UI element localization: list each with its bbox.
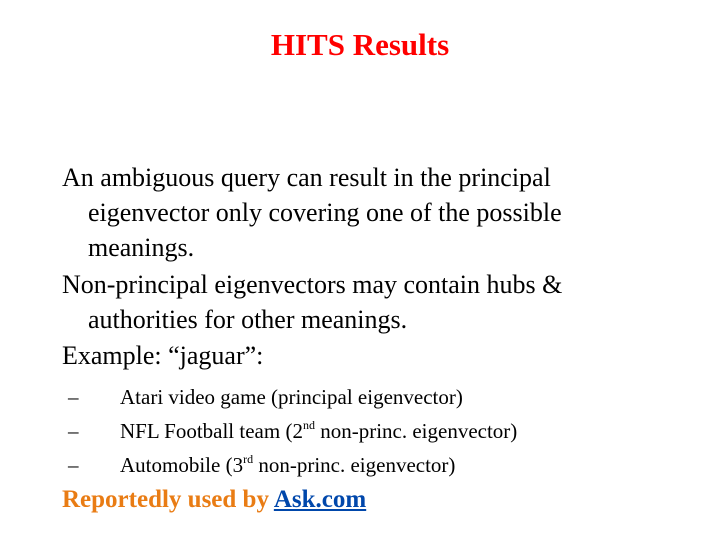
paragraph-line: eigenvector only covering one of the possible xyxy=(88,198,562,227)
paragraph-line: Non-principal eigenvectors may contain hubs & xyxy=(62,270,563,299)
paragraph-line: authorities for other meanings. xyxy=(88,305,408,334)
slide-title: HITS Results xyxy=(270,27,450,62)
ask-com-link[interactable]: Ask.com xyxy=(273,486,367,513)
sub-bullet xyxy=(68,453,455,478)
bullet-dash: – xyxy=(68,419,79,443)
bullet-dash: – xyxy=(68,385,79,409)
ordinal-suffix: nd xyxy=(302,418,315,432)
footer-note xyxy=(62,486,366,514)
sub-bullet-text: Atari video game (principal eigenvector) xyxy=(120,385,463,409)
bullet-dash: – xyxy=(68,453,79,477)
sub-bullet xyxy=(68,385,463,410)
sub-bullet-text: Automobile (3 xyxy=(120,453,244,477)
sub-bullet xyxy=(68,419,517,444)
sub-bullet-text: NFL Football team (2 xyxy=(120,419,303,443)
sub-bullet-text: non-princ. eigenvector) xyxy=(314,419,518,443)
footer-text: Reportedly used by xyxy=(62,486,274,513)
sub-bullet-text: non-princ. eigenvector) xyxy=(253,453,456,477)
paragraph-line: Example: “jaguar”: xyxy=(62,341,264,370)
paragraph-line: meanings. xyxy=(88,233,195,262)
paragraph-line: An ambiguous query can result in the principal xyxy=(62,163,551,192)
ordinal-suffix: rd xyxy=(243,452,254,466)
